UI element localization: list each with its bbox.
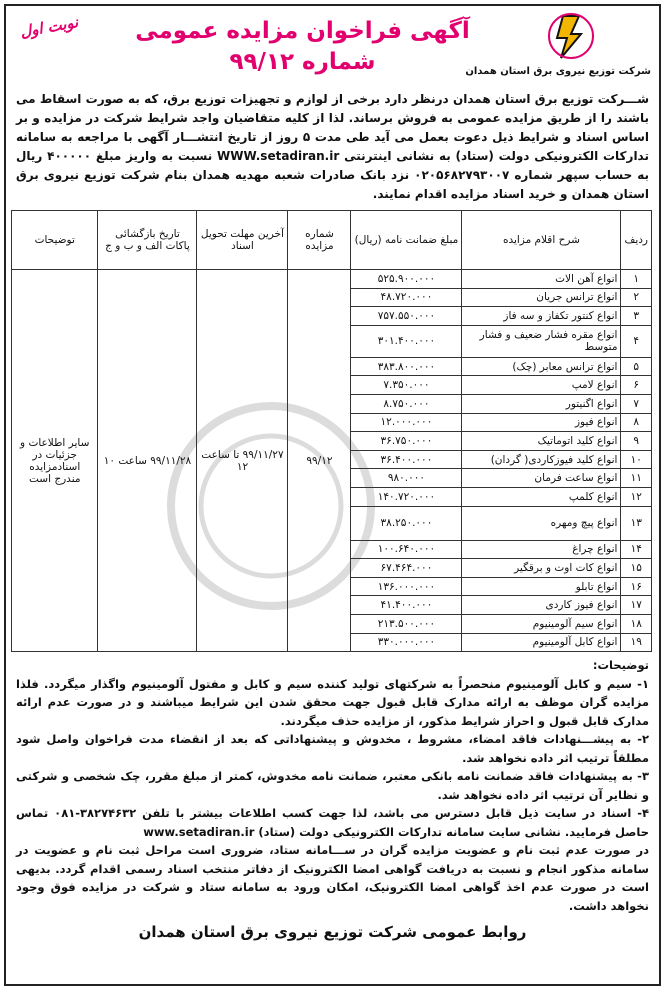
note-3: ۳- به پیشنهادات فاقد ضمانت نامه بانکی معتبر، ضمانت نامه مخدوش، کمتر از مبلغ مقرر، چک شخصی و شرکتی و نظایر آن ترتیب اثر داده نخواهد شد. [16, 769, 649, 802]
header-deadline: آخرین مهلت تحویل اسناد [197, 211, 288, 270]
cell-item: انواع پیچ ومهره [462, 506, 621, 540]
cell-row-number: ۱۷ [621, 596, 652, 615]
cell-item: انواع ترانس جریان [462, 288, 621, 307]
notes-title: توضیحات: [592, 658, 649, 673]
cell-item: انواع کلید فیوزکاردی( گردان) [462, 450, 621, 469]
cell-item: انواع تابلو [462, 577, 621, 596]
cell-amount: ۷۵۷.۵۵۰.۰۰۰ [351, 307, 462, 326]
header-opening: تاریخ بازگشائی پاکات الف و ب و ج [98, 211, 197, 270]
cell-row-number: ۱۶ [621, 577, 652, 596]
page-title [116, 16, 489, 78]
cell-amount: ۸.۷۵۰.۰۰۰ [351, 394, 462, 413]
company-name: شرکت توزیع نیروی برق استان همدان [465, 66, 651, 77]
cell-item: انواع ساعت فرمان [462, 469, 621, 488]
cell-row-number: ۱۰ [621, 450, 652, 469]
cell-amount: ۷.۳۵۰.۰۰۰ [351, 376, 462, 395]
lightning-logo-icon [543, 12, 599, 60]
cell-item: انواع کلید اتوماتیک [462, 432, 621, 451]
cell-item: انواع کلمپ [462, 487, 621, 506]
cell-amount: ۳۰۱.۴۰۰.۰۰۰ [351, 325, 462, 357]
auction-table [11, 210, 652, 652]
round-label: نوبت اول [18, 13, 80, 41]
company-logo [465, 12, 651, 77]
cell-item: انواع ترانس معابر (چک) [462, 357, 621, 376]
cell-item: انواع لامپ [462, 376, 621, 395]
note-4: ۴- اسناد در سایت ذیل قابل دسترس می باشد، لذا جهت کسب اطلاعات بیشتر با تلفن ۳۸۲۷۴۶۳۲-۰۸۱ تماس حاصل فرمایید. نشانی سایت سامانه تدارکات الکترونیکی دولت (ستاد) www.setadiran.ir [16, 806, 650, 839]
cell-row-number: ۸ [621, 413, 652, 432]
cell-amount: ۳۶.۷۵۰.۰۰۰ [351, 432, 462, 451]
cell-amount: ۳۶.۴۰۰.۰۰۰ [351, 450, 462, 469]
header-number: شماره مزایده [288, 211, 351, 270]
cell-row-number: ۱۹ [621, 633, 652, 652]
note-1: ۱- سیم و کابل آلومینیوم منحصراً به شرکتهای تولید کننده سیم و کابل و مفتول آلومینیوم واگذار میگردد. فلذا مزایده گران موظف به ارائه مدارک قابل قبول جهت محقق شدن این شرایط میباشند و در صورت عدم ارائه مدارک قابل قبول و احراز شرایط مذکور، از مزایده حذف میگردند. [16, 676, 649, 728]
cell-row-number: ۹ [621, 432, 652, 451]
notice-page [4, 4, 661, 986]
cell-item: انواع مقره فشار ضعیف و فشار متوسط [462, 325, 621, 357]
intro-paragraph: شـــرکت توزیع برق استان همدان درنظر دارد برخی از لوازم و تجهیزات توزیع برق، که به صورت اسقاط می باشند را از طریق مزایده عمومی به فروش برساند. لذا از کلیه متقاضیان واجد شرایط شرکت در مزایده و بر اساس اسناد و شرایط ذیل دعوت بعمل می آید طی مدت ۵ روز از تاریخ انتشـــار آگهی با مراجعه به سامانه تدارکات الکترونیکی دولت (ستاد) به نشانی اینترنتی WWW.setadiran.ir نسبت به واریز مبلغ ۴۰۰۰۰۰ ریال به حساب سپهر شماره ۰۲۰۵۶۸۲۷۹۳۰۰۷ نزد بانک صادرات شعبه مهدیه همدان بنام شرکت توزیع نیروی برق استان همدان و خرید اسناد مزایده اقدام نمایند. [16, 92, 649, 201]
cell-item: انواع کنتور تکفاز و سه فاز [462, 307, 621, 326]
header-item: شرح اقلام مزایده [462, 211, 621, 270]
cell-amount: ۱۲.۰۰۰.۰۰۰ [351, 413, 462, 432]
cell-item: انواع فیوز کاردی [462, 596, 621, 615]
cell-opening: ۹۹/۱۱/۲۸ ساعت ۱۰ [98, 270, 197, 652]
cell-amount: ۵۲۵.۹۰۰.۰۰۰ [351, 270, 462, 289]
cell-amount: ۱۴۰.۷۲۰.۰۰۰ [351, 487, 462, 506]
cell-amount: ۴۸.۷۲۰.۰۰۰ [351, 288, 462, 307]
cell-row-number: ۶ [621, 376, 652, 395]
cell-item: انواع چراغ [462, 540, 621, 559]
cell-amount: ۳۸۳.۸۰۰.۰۰۰ [351, 357, 462, 376]
cell-item: انواع سیم آلومینیوم [462, 614, 621, 633]
title-line-1: آگهی فراخوان مزایده عمومی [135, 18, 470, 44]
cell-item: انواع آهن الات [462, 270, 621, 289]
note-5: در صورت عدم ثبت نام و عضویت مزایده گران در ســـامانه ستاد، ضروری است مراحل ثبت نام و عضویت در سامانه مذکور انجام و نسبت به دریافت گواهی امضا الکترونیک از دفاتر منتخب اسناد رسمی اقدام گردد. بدیهی است در صورت عدم اخذ گواهی امضا الکترونیک، امکان ورود به سامانه ستاد و شرکت در مزایده فوق وجود نخواهد داشت. [16, 843, 649, 913]
cell-notes: سایر اطلاعات و جزئیات در اسنادمزایده مندرج است [12, 270, 98, 652]
cell-row-number: ۱ [621, 270, 652, 289]
cell-item: انواع فیوز [462, 413, 621, 432]
cell-amount: ۲۱۳.۵۰۰.۰۰۰ [351, 614, 462, 633]
cell-row-number: ۴ [621, 325, 652, 357]
header [6, 6, 659, 90]
cell-item: انواع کابل آلومینیوم [462, 633, 621, 652]
cell-amount: ۱۳۶.۰۰۰.۰۰۰ [351, 577, 462, 596]
header-row-number: ردیف [621, 211, 652, 270]
footer-signature: روابط عمومی شرکت توزیع نیروی برق استان همدان [138, 923, 527, 942]
cell-row-number: ۳ [621, 307, 652, 326]
header-notes: توضیحات [12, 211, 98, 270]
cell-item: انواع کات اوت و برقگیر [462, 559, 621, 578]
title-line-2: شماره ۹۹/۱۲ [229, 49, 376, 75]
cell-row-number: ۱۲ [621, 487, 652, 506]
cell-amount: ۳۳۰.۰۰۰.۰۰۰ [351, 633, 462, 652]
table-row [12, 270, 652, 289]
cell-deadline: ۹۹/۱۱/۲۷ تا ساعت ۱۲ [197, 270, 288, 652]
cell-amount: ۹۸۰.۰۰۰ [351, 469, 462, 488]
cell-row-number: ۱۵ [621, 559, 652, 578]
cell-amount: ۶۷.۴۶۴.۰۰۰ [351, 559, 462, 578]
cell-row-number: ۷ [621, 394, 652, 413]
cell-auction-number: ۹۹/۱۲ [288, 270, 351, 652]
cell-amount: ۳۸.۲۵۰.۰۰۰ [351, 506, 462, 540]
cell-row-number: ۱۸ [621, 614, 652, 633]
header-amount: مبلغ ضمانت نامه (ریال) [351, 211, 462, 270]
cell-item: انواع اگنیتور [462, 394, 621, 413]
cell-row-number: ۱۱ [621, 469, 652, 488]
note-2: ۲- به پیشـــنهادات فاقد امضاء، مشروط ، مخدوش و پیشنهاداتی که بعد از انقضاء مدت فراخوان واصل شود مطلقاً ترتیب اثر داده نخواهد شد. [16, 732, 649, 765]
cell-row-number: ۲ [621, 288, 652, 307]
notes-section [6, 652, 659, 915]
cell-row-number: ۱۴ [621, 540, 652, 559]
table-header-row [12, 211, 652, 270]
cell-amount: ۱۰۰.۶۴۰.۰۰۰ [351, 540, 462, 559]
cell-row-number: ۵ [621, 357, 652, 376]
cell-amount: ۴۱.۴۰۰.۰۰۰ [351, 596, 462, 615]
cell-row-number: ۱۳ [621, 506, 652, 540]
